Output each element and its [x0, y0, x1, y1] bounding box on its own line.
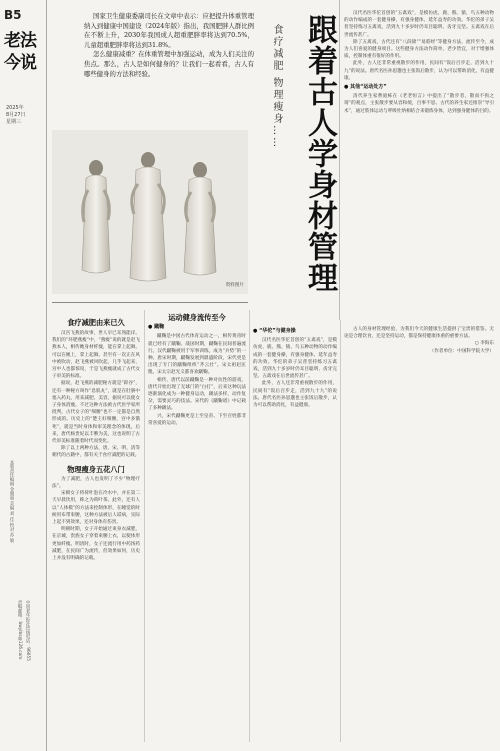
section-title-top: 老法 [4, 31, 36, 51]
paragraph: 蹴鞠是中国古代体育运动之一，相传黄帝时就已经有了蹴鞠。战国时期，蹴鞠在民间普遍流行。汉代蹴鞠被用于军事训练，成为“兵势”的一种。唐宋时期，蹴鞠发展到鼎盛阶段，宋代更是出现了专门的蹴鞠组织“齐云社”。宋太祖赵匡胤、宋太宗赵光义都喜欢蹴鞠。 [148, 334, 246, 376]
paragraph: 宋朝女子将荷叶泡在冷水中，并在第二天早晨饮用，称之为荷叶茶。此外，还有人以“人体模”的方法来控制体形，在睡觉的时候用布带束腰，这种方法被后人诟病，实际上起不到效果，还对身体有伤害。 [52, 491, 140, 526]
image-caption: 资料图片 [225, 283, 244, 288]
figurine-middle [130, 152, 166, 281]
section-title-diet: 食疗减肥由来已久 [67, 318, 125, 327]
top-divider [52, 302, 248, 303]
byline: ○ 李海东 [474, 341, 494, 347]
contact-phone: 中国老年报社热线电话：96655 [25, 600, 30, 661]
intro-paragraph: 怎么健康减重？在体重管理中加强运动，成为人们关注的焦点。那么，古人是如何健身的？让我们一起看看，古人有哪些健身的方法和经验。 [84, 50, 254, 78]
headline-divider [339, 0, 340, 320]
figurine-left [82, 160, 110, 273]
paragraph: 清代养生家曹庭栋在《老老恒言》中提出了“散步者，散而不拘之谓”的观点，主张散步要从容和缓，百事不思。古代的养生家还推崇“导引术”，通过肢体运动与呼吸吐纳相结合来锻炼身体，达到强身健体的目的。 [344, 94, 494, 114]
paragraph: 汉宫飞燕的故事，世人早已耳熟能详。我们的“环肥燕瘦”中，“燕瘦”说的就是赵飞燕本人，相传她身材纤瘦，能在掌上起舞。可以在她上，掌上起舞。甚至有一次正在风中被吹动，赵飞燕被风吹起，几乎飞起来，宫中人也都惊叹，于是飞燕瘦就成了古代女子审美的标准。 [52, 331, 140, 380]
section-title-physical: 物理瘦身五花八门 [67, 464, 125, 474]
column-2 [148, 310, 246, 742]
column-4 [344, 326, 494, 742]
paragraph: 汉代名医华佗首创的“五禽戏”，是模仿虎、鹿、熊、猿、鸟五种动物的动作编成的一套健身操，有强身健体、延年益寿的功效。华佗的弟子吴普坚持练习五禽戏，活到九十多岁时仍耳目聪明、齿牙完坚。五禽戏在后世流传甚广。 [253, 338, 337, 380]
contact-email: 责编邮箱：bwylbs@126.com [17, 600, 22, 660]
sidebar [0, 0, 46, 751]
editor-credit: 本版责任编辑 金丽丽 美编 刘 佳 校对 苏 敏 [9, 460, 14, 543]
column-divider [249, 310, 250, 742]
tomb-figurines-illustration [52, 130, 248, 294]
paragraph: 除了五禽戏，古代还有“八段锦”“易筋经”等健身方法，流传至今，成为人们喜爱的健身项目。这些健身方法动作简单，老少皆宜，对于增强体质、控制体重有很好的作用。 [344, 39, 494, 60]
paragraph: 相传，唐代以前蹴鞠是一种对抗性的游戏，唐代开始出现了无球门的“白打”，后来这种玩法逐渐演化成为一种健身运动，踢法多样，动作复杂，需要灵巧的技法。宋代的《蹴鞠谱》中记载了多种踢法。 [148, 377, 246, 412]
right-column-top [344, 10, 494, 322]
subsection-title: ● 其他“运动处方” [344, 84, 387, 91]
paragraph: 古人的身材管理经验，为我们今天的健康生活提供了宝贵的借鉴。无论是合理饮食，还是坚持运动，都是保持健康体重的重要方法。 [344, 327, 494, 340]
column-1 [52, 330, 140, 740]
headline: 跟着古人学身材管理 [302, 14, 337, 293]
closing-note: （作者单位：中国科学院大学） [429, 348, 494, 354]
subsection-title: ● 蹴鞠 [148, 324, 165, 331]
section-title-exercise: 运动健身流传至今 [168, 313, 226, 322]
paragraph: 明朝时期，女子开始通过束身衣减肥，在京城，贵族女子穿着束腰上衣，以使体形更加纤瘦。明清时，女子还流行用中药汤药减肥，在民间广为流传，但效果如何，历史上并没有明确的记载。 [52, 527, 140, 562]
column-3 [253, 326, 337, 742]
figurine-photo [52, 130, 248, 294]
issue-date: 2025年 [6, 105, 24, 111]
paragraph: 据说，赵飞燕的减肥秘方就是“辟谷”，还有一种秘方叫作“息肌丸”，就是在肚脐中塞入药丸，用来减肥、美容，据说可以使女子身体消瘦。不过这种方法被古代医学家所批判，古代女子的“细腰”也不一定都是自然形成的。历史上的“楚王好细腰，宫中多饿死”，就是当时身体和审美理念的体现。后来，唐代杨贵妃以丰腴为美，这也说明了古代审美标准随着时代而变化。 [52, 381, 140, 445]
figurine-right [184, 162, 216, 275]
subheadline: 食疗减肥 物理瘦身…… [271, 24, 282, 150]
sidebar-divider [46, 0, 47, 751]
paragraph: 此外，古人还非常重视散步的作用，民间有“饭后百步走，活到九十九”的说法。唐代名医孙思邈也主张饭后散步，认为可以帮助消化，有益健康。 [344, 61, 494, 81]
page-number: B5 [4, 8, 22, 22]
column-divider [340, 320, 341, 742]
paragraph: 汉代名医华佗首创的“五禽戏”，是模仿虎、鹿、熊、猿、鸟五种动物的动作编成的一套健身操，有强身健体、延年益寿的功效。华佗的弟子吴普坚持练习五禽戏，活到九十多岁时仍耳目聪明、齿牙完坚。五禽戏在后世流传甚广。 [344, 11, 494, 38]
column-divider [144, 310, 145, 742]
subsection-title: ● “华佗”与健身操 [253, 328, 296, 334]
issue-date-line2: 8月27日 [6, 112, 26, 118]
intro-text [84, 12, 254, 130]
paragraph: 除了以上两种方法，唐、宋、明、清等朝代的古籍中，都有关于食疗减肥的记载。 [52, 446, 140, 459]
issue-weekday: 星期三 [6, 119, 22, 125]
section-title-bottom: 今说 [4, 53, 36, 73]
paragraph: 兴，宋代蹴鞠更是上至皇帝、下至百姓都非常喜爱的运动。 [148, 413, 246, 426]
paragraph: 此外，古人还非常重视散步的作用，民间有“饭后百步走，活到九十九”的说法。唐代名医孙思邈也主张饭后散步，认为可以帮助消化，有益健康。 [253, 381, 337, 409]
intro-paragraph: 国家卫生健康委副司长在文章中表示：应把提升体重管理纳入到健康中国建设（2024年版）指出，我国肥胖人群比例在不断上升，2030年我国成人超重肥胖率将达到70.5%，儿童超重肥胖率将达到31.8%。 [84, 12, 254, 49]
paragraph: 为了减肥，古人也发明了不少“物理疗法”。 [52, 476, 140, 490]
